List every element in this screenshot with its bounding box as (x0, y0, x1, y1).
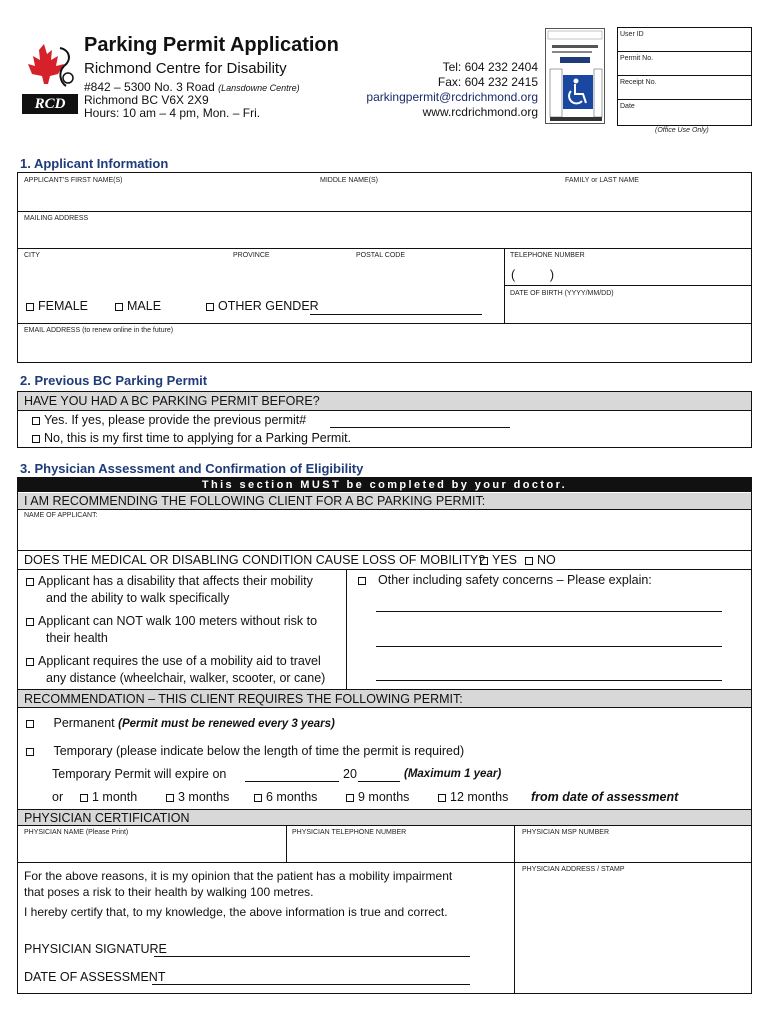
telephone-label: TELEPHONE NUMBER (510, 252, 585, 259)
mobility-yes[interactable] (480, 553, 517, 567)
physician-address-field[interactable] (518, 876, 748, 990)
twelve-months-label: 12 months (450, 790, 509, 804)
doctor-banner: This section MUST be completed by your doctor. (18, 478, 751, 492)
gender-female[interactable] (26, 299, 88, 313)
condition-other-checkbox[interactable] (358, 577, 366, 585)
province-field[interactable] (225, 262, 345, 284)
permanent-checkbox[interactable] (26, 720, 34, 728)
section1-title: 1. Applicant Information (20, 156, 169, 171)
duration-3-months[interactable] (166, 790, 229, 804)
gender-other[interactable] (206, 299, 319, 313)
recommendation-heading: RECOMMENDATION – THIS CLIENT REQUIRES THE FOLLOWING PERMIT: (24, 692, 463, 706)
condition-2-line1: Applicant can NOT walk 100 meters without risk to (38, 614, 318, 628)
three-months-label: 3 months (178, 790, 230, 804)
section2-title: 2. Previous BC Parking Permit (20, 373, 208, 388)
permanent-label: Permanent (53, 716, 115, 730)
previous-yes-checkbox[interactable] (32, 417, 40, 425)
office-use-note: (Office Use Only) (655, 127, 709, 134)
nine-months-checkbox[interactable] (346, 794, 354, 802)
contact-email-link[interactable]: parkingpermit@rcdrichmond.org (366, 90, 538, 104)
last-name-label: FAMILY or LAST NAME (565, 177, 639, 184)
expire-label: Temporary Permit will expire on (52, 767, 227, 781)
middle-name-field[interactable] (318, 186, 548, 208)
temporary-label: Temporary (please indicate below the length of time the permit is required) (53, 744, 465, 758)
other-gender-line[interactable] (310, 314, 482, 315)
previous-permit-question: HAVE YOU HAD A BC PARKING PERMIT BEFORE? (24, 394, 320, 408)
first-name-field[interactable] (20, 186, 310, 208)
logo-text: RCD (34, 96, 66, 112)
org-hours: Hours: 10 am – 4 pm, Mon. – Fri. (84, 106, 261, 120)
physician-name-label: PHYSICIAN NAME (Please Print) (24, 829, 129, 836)
email-label: EMAIL ADDRESS (to renew online in the future) (24, 327, 174, 334)
mobility-no[interactable] (525, 553, 556, 567)
office-receipt-no-label: Receipt No. (620, 79, 657, 86)
name-of-applicant-label: NAME OF APPLICANT: (24, 512, 98, 519)
one-month-label: 1 month (92, 790, 138, 804)
expire-year-line[interactable] (358, 781, 400, 782)
physician-phone-field[interactable] (290, 838, 510, 860)
name-of-applicant-field[interactable] (20, 522, 748, 546)
postal-code-label: POSTAL CODE (356, 252, 406, 259)
one-month-checkbox[interactable] (80, 794, 88, 802)
other-gender-label: OTHER GENDER (218, 299, 319, 313)
male-label: MALE (127, 299, 162, 313)
org-name: Richmond Centre for Disability (84, 60, 287, 77)
physician-address-label: PHYSICIAN ADDRESS / STAMP (522, 866, 625, 873)
city-field[interactable] (20, 262, 220, 284)
other-gender-checkbox[interactable] (206, 303, 214, 311)
permanent-note: (Permit must be renewed every 3 years) (118, 718, 335, 730)
condition-option-3[interactable] (26, 653, 325, 687)
condition-3-line1: Applicant requires the use of a mobility aid to travel (38, 654, 321, 668)
contact-fax: Fax: 604 232 2415 (437, 75, 538, 89)
condition-option-2[interactable] (26, 613, 317, 647)
contact-web[interactable]: www.rcdrichmond.org (422, 105, 538, 119)
physician-certification-heading: PHYSICIAN CERTIFICATION (24, 811, 190, 825)
physician-msp-field[interactable] (518, 838, 748, 860)
office-date-label: Date (620, 103, 635, 110)
explain-line-1[interactable] (376, 611, 722, 612)
mobility-yes-checkbox[interactable] (480, 557, 488, 565)
three-months-checkbox[interactable] (166, 794, 174, 802)
mobility-no-label: NO (537, 553, 556, 567)
certify-line: I hereby certify that, to my knowledge, the above information is true and correct. (24, 905, 448, 919)
last-name-field[interactable] (555, 186, 749, 208)
recommending-heading: I AM RECOMMENDING THE FOLLOWING CLIENT FOR A BC PARKING PERMIT: (24, 494, 486, 508)
office-permit-no-label: Permit No. (620, 55, 654, 62)
org-address-line2: Richmond BC V6X 2X9 (84, 93, 209, 107)
email-field[interactable] (20, 337, 748, 359)
male-checkbox[interactable] (115, 303, 123, 311)
contact-tel: Tel: 604 232 2404 (442, 60, 538, 74)
telephone-field[interactable]: ( ) (511, 268, 555, 282)
postal-code-field[interactable] (350, 262, 500, 284)
physician-name-field[interactable] (20, 838, 282, 860)
address-note: (Lansdowne Centre) (218, 83, 300, 93)
first-name-label: APPLICANT'S FIRST NAME(S) (24, 177, 123, 184)
middle-name-label: MIDDLE NAME(S) (320, 177, 378, 184)
or-label: or (52, 790, 64, 804)
female-checkbox[interactable] (26, 303, 34, 311)
temporary-checkbox[interactable] (26, 748, 34, 756)
city-label: CITY (24, 252, 40, 259)
twelve-months-checkbox[interactable] (438, 794, 446, 802)
physician-msp-label: PHYSICIAN MSP NUMBER (522, 829, 609, 836)
office-user-id-label: User ID (620, 31, 644, 38)
condition-3-line2: any distance (wheelchair, walker, scooter, or cane) (46, 671, 326, 685)
previous-permit-yes[interactable] (32, 413, 306, 427)
previous-yes-label: Yes. If yes, please provide the previous permit# (44, 413, 307, 427)
mobility-question: DOES THE MEDICAL OR DISABLING CONDITION CAUSE LOSS OF MOBILITY? (24, 553, 486, 567)
condition-option-1[interactable] (26, 573, 313, 607)
page-title: Parking Permit Application (84, 34, 339, 56)
dob-field[interactable] (508, 300, 748, 320)
condition-other-label: Other including safety concerns – Please explain: (378, 573, 652, 587)
previous-no-label: No, this is my first time to applying for a Parking Permit. (44, 431, 352, 445)
date-of-assessment-line[interactable] (152, 984, 470, 985)
dob-label: DATE OF BIRTH (YYYY/MM/DD) (510, 290, 614, 297)
previous-no-checkbox[interactable] (32, 435, 40, 443)
duration-6-months[interactable] (254, 790, 317, 804)
rcd-logo (22, 38, 78, 116)
condition-1-line1: Applicant has a disability that affects their mobility (38, 574, 313, 588)
org-address-line1 (84, 80, 300, 94)
office-use-box (617, 27, 752, 126)
condition-1-line2: and the ability to walk specifically (46, 591, 230, 605)
condition-option-other[interactable] (358, 573, 652, 587)
six-months-checkbox[interactable] (254, 794, 262, 802)
permit-temporary[interactable] (26, 744, 464, 758)
duration-1-month[interactable] (80, 790, 137, 804)
physician-signature-label: PHYSICIAN SIGNATURE (24, 942, 167, 956)
expire-date-line[interactable] (245, 781, 339, 782)
expire-year-prefix: 20 (343, 767, 357, 781)
mobility-yes-label: YES (492, 553, 518, 567)
contact-block (330, 60, 538, 120)
six-months-label: 6 months (266, 790, 318, 804)
certification-statement (24, 868, 452, 920)
female-label: FEMALE (38, 299, 89, 313)
reason-line-1: For the above reasons, it is my opinion that the patient has a mobility impairment (24, 869, 453, 883)
condition-2-line2: their health (46, 631, 108, 645)
section3-title: 3. Physician Assessment and Confirmation of Eligibility (20, 461, 364, 476)
date-of-assessment-label: DATE OF ASSESSMENT (24, 970, 166, 984)
duration-9-months[interactable] (346, 790, 409, 804)
province-label: PROVINCE (233, 252, 270, 259)
condition-2-checkbox[interactable] (26, 618, 34, 626)
mailing-address-label: MAILING ADDRESS (24, 215, 89, 222)
explain-line-3[interactable] (376, 680, 722, 681)
gender-male[interactable] (115, 299, 161, 313)
permit-permanent[interactable] (26, 716, 335, 730)
condition-1-checkbox[interactable] (26, 578, 34, 586)
from-assessment-note: from date of assessment (531, 790, 679, 804)
duration-12-months[interactable] (438, 790, 508, 804)
physician-phone-label: PHYSICIAN TELEPHONE NUMBER (292, 829, 407, 836)
reason-line-2: that poses a risk to their health by walking 100 metres. (24, 885, 314, 899)
physician-signature-line[interactable] (154, 956, 470, 957)
mailing-address-field[interactable] (20, 224, 748, 246)
previous-permit-number-line[interactable] (330, 427, 510, 428)
previous-permit-no[interactable] (32, 431, 351, 445)
max-one-year-note: (Maximum 1 year) (404, 768, 502, 780)
address-street: #842 – 5300 No. 3 Road (84, 80, 215, 94)
mobility-no-checkbox[interactable] (525, 557, 533, 565)
condition-3-checkbox[interactable] (26, 658, 34, 666)
explain-line-2[interactable] (376, 646, 722, 647)
parking-permit-image (545, 28, 605, 124)
nine-months-label: 9 months (358, 790, 410, 804)
